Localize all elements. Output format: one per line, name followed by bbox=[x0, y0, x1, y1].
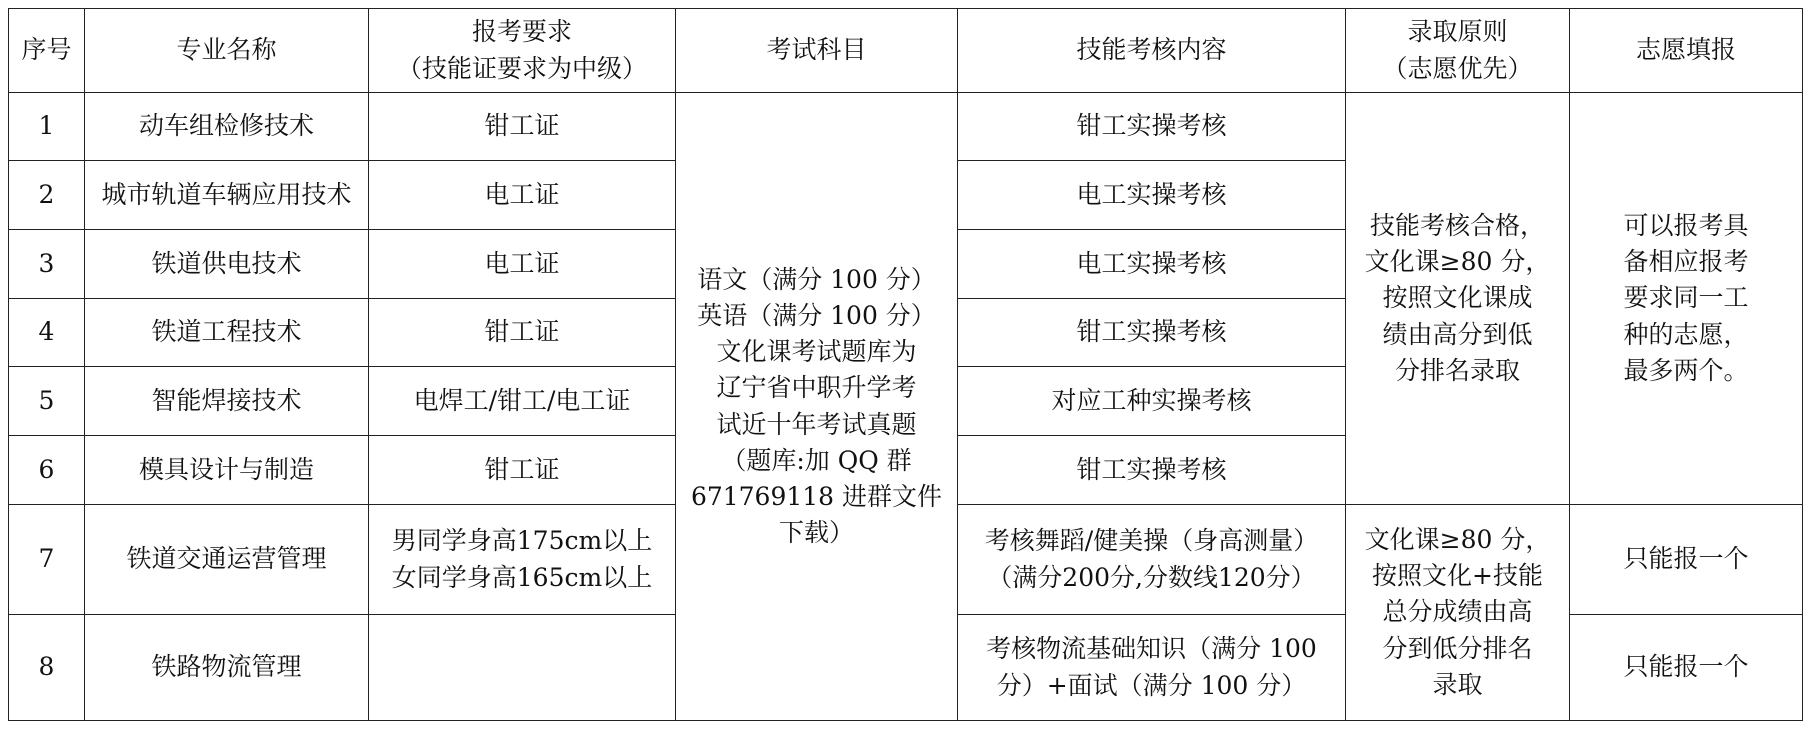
header-admission bbox=[1346, 9, 1570, 93]
subject-line: 英语（满分 100 分） bbox=[697, 300, 936, 330]
row-major: 铁道交通运营管理 bbox=[85, 505, 369, 615]
header-no: 序号 bbox=[9, 9, 85, 93]
wish-a-line: 可以报考具 bbox=[1623, 210, 1749, 240]
skill-line: （满分200分,分数线120分） bbox=[987, 562, 1316, 592]
admission-a-line: 分排名录取 bbox=[1394, 355, 1520, 385]
exam-subject-cell bbox=[676, 93, 958, 721]
subject-line: 下载） bbox=[778, 518, 854, 548]
admission-table-container bbox=[8, 8, 1803, 721]
row-major: 模具设计与制造 bbox=[85, 436, 369, 505]
row-no: 5 bbox=[9, 367, 85, 436]
header-skill: 技能考核内容 bbox=[958, 9, 1346, 93]
subject-line: 语文（满分 100 分） bbox=[697, 264, 936, 294]
row-no: 1 bbox=[9, 93, 85, 161]
requirement-line: 男同学身高175cm以上 bbox=[391, 526, 653, 556]
wish-a-line: 种的志愿， bbox=[1623, 319, 1749, 349]
admission-principle-b bbox=[1346, 505, 1570, 721]
skill-line: 分）+面试（满分 100 分） bbox=[996, 670, 1307, 700]
wish-a-line: 备相应报考 bbox=[1623, 247, 1749, 277]
header-requirement bbox=[369, 9, 676, 93]
wish-rule-a bbox=[1570, 93, 1803, 505]
skill-line: 考核舞蹈/健美操（身高测量） bbox=[984, 526, 1319, 556]
row-skill: 钳工实操考核 bbox=[958, 299, 1346, 367]
admission-principle-a bbox=[1346, 93, 1570, 505]
row-requirement: 钳工证 bbox=[369, 436, 676, 505]
header-row bbox=[9, 9, 1803, 93]
row-requirement bbox=[369, 505, 676, 615]
row-major: 智能焊接技术 bbox=[85, 367, 369, 436]
admission-a-line: 文化课≥80 分， bbox=[1364, 247, 1551, 277]
header-admission-line1: 录取原则 bbox=[1407, 17, 1508, 47]
row-requirement: 钳工证 bbox=[369, 299, 676, 367]
row-major: 铁道供电技术 bbox=[85, 230, 369, 299]
header-wish: 志愿填报 bbox=[1570, 9, 1803, 93]
header-admission-line2: （志愿优先） bbox=[1382, 53, 1533, 83]
row-major: 铁路物流管理 bbox=[85, 615, 369, 721]
row-skill bbox=[958, 505, 1346, 615]
wish-rule-row8: 只能报一个 bbox=[1570, 615, 1803, 721]
admission-a-line: 按照文化课成 bbox=[1382, 283, 1533, 313]
table-row bbox=[9, 93, 1803, 161]
admission-a-line: 技能考核合格， bbox=[1369, 210, 1545, 240]
row-no: 6 bbox=[9, 436, 85, 505]
subject-line: （题库:加 QQ 群 bbox=[721, 445, 912, 475]
row-skill: 钳工实操考核 bbox=[958, 93, 1346, 161]
row-requirement: 钳工证 bbox=[369, 93, 676, 161]
row-no: 8 bbox=[9, 615, 85, 721]
row-skill: 电工实操考核 bbox=[958, 161, 1346, 230]
header-subject: 考试科目 bbox=[676, 9, 958, 93]
row-major: 铁道工程技术 bbox=[85, 299, 369, 367]
row-no: 4 bbox=[9, 299, 85, 367]
header-requirement-line2: （技能证要求为中级） bbox=[396, 53, 647, 83]
row-skill bbox=[958, 615, 1346, 721]
admission-table bbox=[8, 8, 1803, 721]
admission-b-line: 分到低分排名 bbox=[1382, 633, 1533, 663]
row-skill: 对应工种实操考核 bbox=[958, 367, 1346, 436]
admission-b-line: 文化课≥80 分， bbox=[1364, 524, 1551, 554]
wish-rule-row7: 只能报一个 bbox=[1570, 505, 1803, 615]
admission-b-line: 总分成绩由高 bbox=[1382, 597, 1533, 627]
wish-a-line: 最多两个。 bbox=[1623, 355, 1749, 385]
row-skill: 电工实操考核 bbox=[958, 230, 1346, 299]
header-requirement-line1: 报考要求 bbox=[471, 17, 572, 47]
subject-line: 671769118 进群文件 bbox=[690, 482, 943, 511]
row-requirement: 电工证 bbox=[369, 230, 676, 299]
row-no: 7 bbox=[9, 505, 85, 615]
admission-b-line: 按照文化+技能 bbox=[1372, 561, 1543, 591]
wish-a-line: 要求同一工 bbox=[1623, 283, 1749, 313]
row-major: 动车组检修技术 bbox=[85, 93, 369, 161]
subject-line: 辽宁省中职升学考 bbox=[716, 373, 917, 403]
row-no: 2 bbox=[9, 161, 85, 230]
subject-line: 文化课考试题库为 bbox=[716, 337, 917, 366]
subject-line: 试近十年考试真题 bbox=[716, 409, 917, 439]
row-requirement bbox=[369, 615, 676, 721]
row-no: 3 bbox=[9, 230, 85, 299]
row-requirement: 电工证 bbox=[369, 161, 676, 230]
skill-line: 考核物流基础知识（满分 100 bbox=[986, 634, 1317, 664]
admission-b-line: 录取 bbox=[1432, 669, 1483, 699]
row-skill: 钳工实操考核 bbox=[958, 436, 1346, 505]
header-major: 专业名称 bbox=[85, 9, 369, 93]
row-requirement: 电焊工/钳工/电工证 bbox=[369, 367, 676, 436]
row-major: 城市轨道车辆应用技术 bbox=[85, 161, 369, 230]
admission-a-line: 绩由高分到低 bbox=[1382, 319, 1533, 349]
requirement-line: 女同学身高165cm以上 bbox=[391, 562, 653, 592]
